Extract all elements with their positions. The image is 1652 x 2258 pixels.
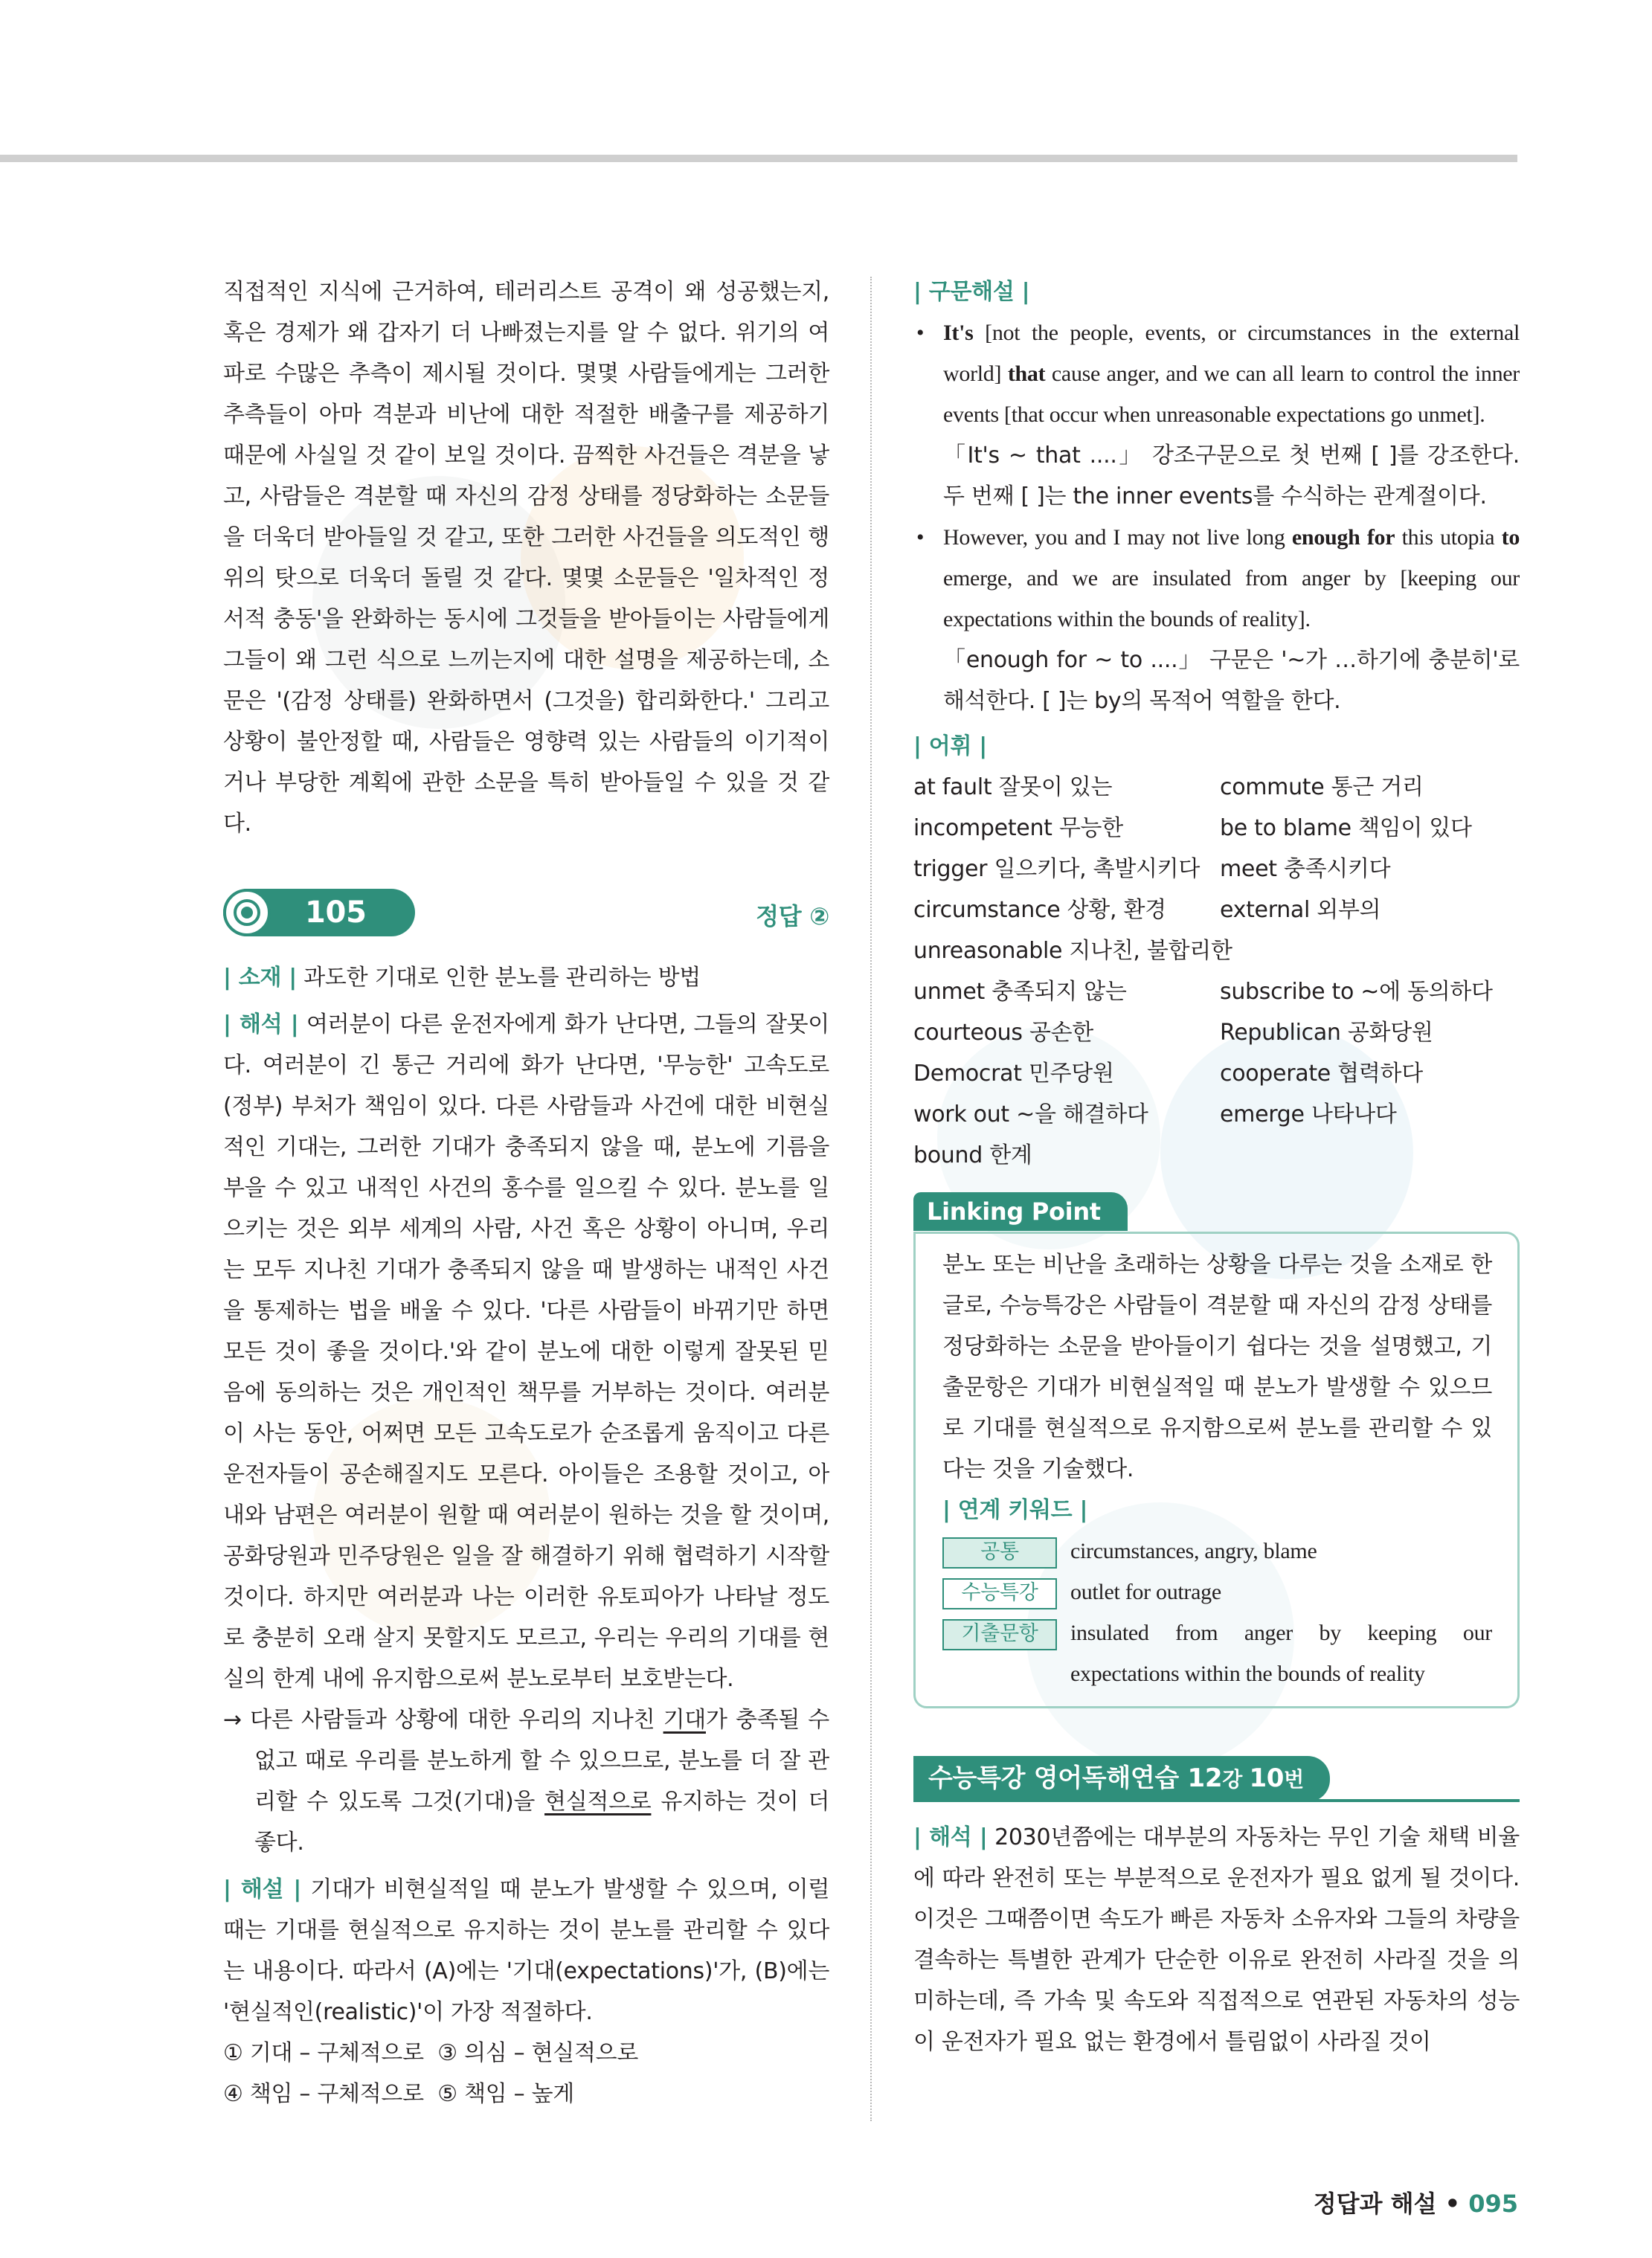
section-translation — [913, 1817, 1520, 2062]
keyword-label: | 연계 키워드 | — [942, 1497, 1088, 1523]
section-header — [913, 1756, 1520, 1804]
vocab-item: circumstance 상황, 환경 — [913, 897, 1166, 923]
syntax-label: | 구문해설 | — [913, 279, 1030, 305]
vocab-item: cooperate 협력하다 — [1220, 1061, 1423, 1087]
section-title-part: 번 — [1284, 1767, 1304, 1792]
keyword-tag: 공통 — [942, 1537, 1057, 1569]
bullet: • — [916, 525, 925, 550]
linking-point-text: 분노 또는 비난을 초래하는 상황을 다루는 것을 소재로 한 글로, 수능특강은 사람들이 격분할 때 자신의 감정 상태를 정당화하는 소문을 받아들이기 쉽다는 것을 설명했고, 기출문항은 기대가 비현실적일 때 분노가 발생할 수 있으므로 기대를 현실적으로 유지함으로써 분노를 관리할 수 있다는 것을 기술했다. — [942, 1252, 1492, 1482]
keyword-text: outlet for outrage — [1070, 1580, 1221, 1604]
column-divider — [870, 277, 872, 2121]
syntax-note-text: 「enough for ~ to ....」 구문은 '~가 …하기에 충분히'로 해석한다. [ ]는 by의 목적어 역할을 한다. — [943, 647, 1520, 714]
vocab-item: trigger 일으키다, 촉발시키다 — [913, 856, 1201, 882]
choices-line-2: ④ 책임 – 구체적으로 ⑤ 책임 – 높게 — [223, 2081, 574, 2107]
syntax-note-text: 「It's ~ that ....」 강조구문으로 첫 번째 [ ]를 강조한다. 두 번째 [ ]는 the inner events를 수식하는 관계절이다. — [943, 443, 1520, 509]
summary-blank-a: 기대 — [663, 1707, 706, 1733]
syntax-text: [not the people, events, or circumstances in the external world] — [943, 321, 1520, 386]
section-title-part: 강 — [1222, 1767, 1250, 1792]
explanation-text: 기대가 비현실적일 때 분노가 발생할 수 있으며, 이럴 때는 기대를 현실적으로 유지하는 것이 분노를 관리할 수 있다는 내용이다. 따라서 (A)에는 '기대(expectations)'가, (B)에는 '현실적인(realistic)'이 가장 적절하다. — [223, 1876, 830, 2025]
page-number: 095 — [1468, 2190, 1518, 2218]
syntax-text: this utopia — [1395, 525, 1502, 550]
syntax-text: emerge, and we are insulated from anger by [keeping our expectations within the bounds of reality]. — [943, 566, 1520, 631]
linking-point-title: Linking Point — [913, 1192, 1128, 1231]
topic-label: | 소재 | — [223, 965, 297, 991]
vocab-item: Republican 공화당원 — [1220, 1020, 1433, 1046]
footer-label: 정답과 해설 • — [1313, 2190, 1469, 2218]
bullet: • — [916, 321, 925, 345]
section-translation-label: | 해석 | — [913, 1824, 988, 1850]
section-translation-text: 2030년쯤에는 대부분의 자동차는 무인 기술 채택 비율에 따라 완전히 또는 부분적으로 운전자가 필요 없게 될 것이다. 이것은 그때쯤이면 속도가 빠른 자동차 소유자와 그들의 차량을 결속하는 특별한 관계가 단순한 이유로 완전히 사라질 것을 의미하는데, 즉 가속 및 속도와 직접적으로 연관된 자동차의 성능이 운전자가 필요 없는 환경에서 틀림없이 사라질 것이 — [913, 1824, 1520, 2055]
vocab-item: be to blame 책임이 있다 — [1220, 815, 1472, 841]
syntax-note — [913, 435, 1520, 517]
section-title-part: 10 — [1249, 1763, 1285, 1793]
vocab-item: meet 충족시키다 — [1220, 856, 1391, 882]
vocab-item: external 외부의 — [1220, 897, 1381, 923]
keyword-tag: 기출문항 — [942, 1619, 1057, 1650]
syntax-bold: that — [1007, 361, 1046, 386]
header-rule — [0, 155, 1517, 162]
left-column — [223, 271, 829, 2114]
keyword-row — [942, 1612, 1492, 1694]
vocab-item: subscribe to ~에 동의하다 — [1220, 979, 1493, 1005]
choices-line-1: ① 기대 – 구체적으로 ③ 의심 – 현실적으로 — [223, 2040, 638, 2066]
section-title — [928, 1756, 1304, 1802]
syntax-item — [913, 312, 1520, 435]
keyword-text: insulated from anger by keeping our expectations within the bounds of reality — [1070, 1621, 1492, 1686]
vocab-item: Democrat 민주당원 — [913, 1061, 1114, 1087]
topic-text: 과도한 기대로 인한 분노를 관리하는 방법 — [303, 965, 701, 991]
vocab-label: | 어휘 | — [913, 733, 987, 759]
summary — [223, 1699, 829, 1863]
summary-text: 유지하는 것이 더 좋다. — [254, 1789, 830, 1856]
linking-point-box — [913, 1232, 1520, 1708]
syntax-text: cause anger, and we can all learn to control the inner events [that occur when unreasonable expectations go unmet]. — [943, 361, 1520, 427]
syntax-bold: It's — [943, 321, 974, 345]
vocab-item: unmet 충족되지 않는 — [913, 979, 1127, 1005]
summary-arrow: → — [223, 1707, 242, 1733]
right-column — [913, 271, 1520, 2062]
target-icon — [223, 889, 271, 936]
translation-label: | 해석 | — [223, 1011, 299, 1038]
syntax-note — [913, 640, 1520, 721]
vocab-item: bound 한계 — [913, 1142, 1032, 1168]
section-title-part: 12 — [1187, 1763, 1223, 1793]
syntax-bold: to — [1501, 525, 1520, 550]
translation-text: 여러분이 다른 운전자에게 화가 난다면, 그들의 잘못이다. 여러분이 긴 통근 거리에 화가 난다면, '무능한' 고속도로 (정부) 부처가 책임이 있다. 다른 사람들과 사건에 대한 비현실적인 기대는, 그러한 기대가 충족되지 않을 때, 분노에 기름을 부을 수 있고 내적인 사건의 홍수를 일으킬 수 있다. 분노를 일으키는 것은 외부 세계의 사람, 사건 혹은 상황이 아니며, 우리는 모두 지나친 기대가 충족되지 않을 때 발생하는 내적인 사건을 통제하는 법을 배울 수 있다. '다른 사람들이 바뀌기만 하면 모든 것이 좋을 것이다.'와 같이 분노에 대한 이렇게 잘못된 믿음에 동의하는 것은 개인적인 책무를 거부하는 것이다. 여러분이 사는 동안, 어쩌면 모든 고속도로가 순조롭게 움직이고 다른 운전자들이 공손해질지도 모른다. 아이들은 조용할 것이고, 아내와 남편은 여러분이 원할 때 여러분이 원하는 것을 할 것이며, 공화당원과 민주당원은 일을 잘 해결하기 위해 협력하기 시작할 것이다. 하지만 여러분과 나는 이러한 유토피아가 나타날 정도로 충분히 오래 살지 못할지도 모르고, 우리는 우리의 기대를 현실의 한계 내에 유지함으로써 분노로부터 보호받는다. — [223, 1011, 829, 1692]
syntax-text: However, you and I may not live long — [943, 525, 1292, 550]
explanation-label: | 해설 | — [223, 1876, 302, 1902]
syntax-bold: enough for — [1291, 525, 1395, 550]
summary-text: 가 충족될 수 없고 때로 우리를 분노하게 할 수 있으므로, 분노를 더 잘 관리할 수 있도록 그것(기대)을 — [254, 1707, 829, 1815]
vocab-item: courteous 공손한 — [913, 1020, 1093, 1046]
translation — [223, 1004, 829, 1699]
section-title-part: 수능특강 영어독해연습 — [928, 1763, 1188, 1793]
keyword-row — [942, 1572, 1492, 1612]
answer-label: 정답 ② — [756, 902, 829, 930]
topic — [223, 957, 829, 998]
summary-blank-b: 현실적으로 — [544, 1789, 652, 1815]
vocab-item: commute 통근 거리 — [1220, 774, 1424, 800]
vocab-item: at fault 잘못이 있는 — [913, 774, 1113, 800]
summary-text: 다른 사람들과 상황에 대한 우리의 지나친 — [250, 1707, 663, 1733]
keyword-row — [942, 1531, 1492, 1572]
keyword-tag: 수능특강 — [942, 1578, 1057, 1609]
intro-paragraph: 직접적인 지식에 근거하여, 테러리스트 공격이 왜 성공했는지, 혹은 경제가 왜 갑자기 더 나빠졌는지를 알 수 없다. 위기의 여파로 수많은 추측이 제시될 것이다. 몇몇 사람들에게는 그러한 추측들이 아마 격분과 비난에 대한 적절한 배출구를 제공하기 때문에 사실일 것 같이 보일 것이다. 끔찍한 사건들은 격분을 낳고, 사람들은 격분할 때 자신의 감정 상태를 정당화하는 소문들을 더욱더 받아들일 것 같고, 또한 그러한 사건들을 의도적인 행위의 탓으로 더욱더 돌릴 것 같다. 몇몇 소문들은 '일차적인 정서적 충동'을 완화하는 동시에 그것들을 받아들이는 사람들에게 그들이 왜 그런 식으로 느끼는지에 대한 설명을 제공하는데, 소문은 '(감정 상태를) 완화하면서 (그것을) 합리화한다.' 그리고 상황이 불안정할 때, 사람들은 영향력 있는 사람들의 이기적이거나 부당한 계획에 관한 소문을 특히 받아들일 수 있을 것 같다. — [223, 279, 829, 837]
explanation — [223, 1869, 829, 2033]
keyword-text: circumstances, angry, blame — [1070, 1539, 1317, 1563]
question-header — [223, 889, 829, 941]
question-number: 105 — [305, 895, 367, 930]
vocab-item: unreasonable 지나친, 불합리한 — [913, 938, 1232, 964]
vocab-item: incompetent 무능한 — [913, 815, 1123, 841]
linking-point — [913, 1192, 1520, 1708]
page-footer — [1314, 2185, 1518, 2219]
vocab-item: emerge 나타나다 — [1220, 1101, 1397, 1128]
syntax-item — [913, 517, 1520, 640]
vocab-item: work out ~을 해결하다 — [913, 1101, 1148, 1128]
vocab-list — [913, 767, 1520, 1176]
